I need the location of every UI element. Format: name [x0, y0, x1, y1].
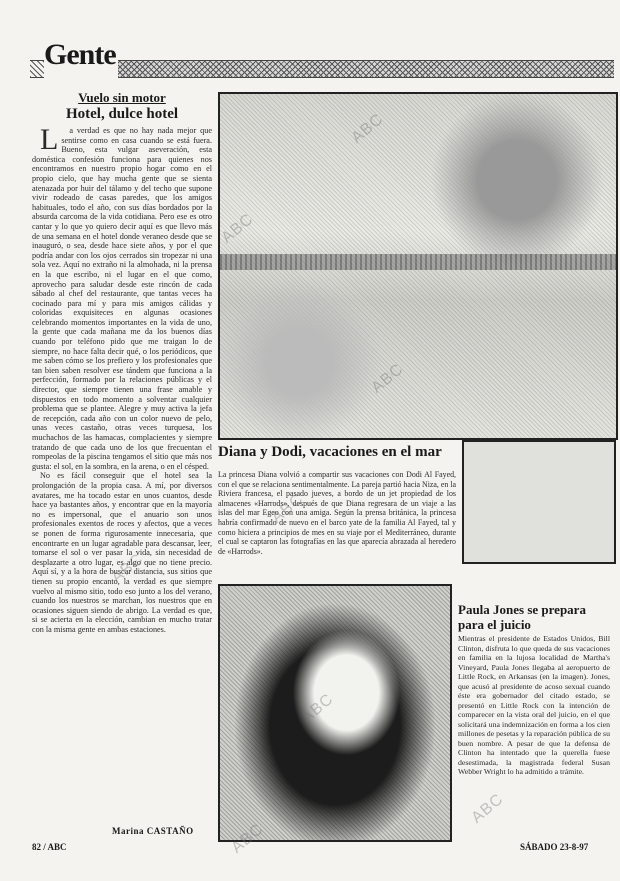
article3-body: Mientras el presidente de Estados Unidos, Bill Clinton, disfruta lo que queda de sus vacaciones en familia en la lujosa localidad de Martha's Vineyard, Paula Jones llegaba al aeropuerto de Little Rock, en Arkansas (en la imagen). Jones, que acusó al presidente de acoso sexual cuando éste era gobernador del citado estado, se presentó en Little Rock con la intención de comparecer en la vista oral del juicio, en el que solicitará una indemnización en forma a los cien millones de pesetas y la reparación pública de su buen nombre. A pesar de que la defensa de Clinton ha intentado que la querella fuese desestimada, la magistrada federal Susan Webber Wright lo ha admitido a trámite.: [458, 634, 610, 776]
photo-stripe: [220, 254, 616, 270]
article1-headline: Hotel, dulce hotel: [65, 106, 179, 122]
watermark: ABC: [468, 790, 507, 827]
watermark: ABC: [218, 210, 257, 247]
diana-dodi-photo: [218, 92, 618, 440]
article2-headline: Diana y Dodi, vacaciones en el mar: [218, 444, 442, 460]
watermark: ABC: [298, 690, 337, 727]
decorative-band-left: [30, 60, 44, 78]
section-title: Gente: [44, 38, 116, 71]
watermark: ABC: [348, 110, 387, 147]
watermark: ABC: [268, 490, 307, 527]
article1-paragraph-1: La verdad es que no hay nada mejor que sentirse como en casa cuando se está fuera. Bueno, esta vulgar aseveración, esta doméstica confesión funciona para quienes nos encontramos en nuestro propio hogar como en el propio cielo, que hay mucha gente que se sienta atenazada por huir del tálamo y del techo que supone vivir rodeado de casas paredes, que los amigos habituales, todo el año, con sus días bordados por la absurda carcoma de la vida cotidiana. Pero ese es otro cantar y lo que yo quiero decir aquí es que llevo más de una semana en el hotel donde veraneo desde que se inauguró, o sea, desde hace siete años, y por el que podría andar con los ojos cerrados sin tropezar ni una sola vez. Aquí no extraño ni la almohada, ni la prensa en la que escribo, ni el lugar en el que como, aprovecho para saludar desde este rincón de cada sábado al chef del restaurante, que tantas veces ha cocinado para mí y para mis amigos cálidas y coloridas exquisiteces en algunas ocasiones celebrando momentos importantes en la vida de uno, la gente que cada mañana me da los buenos días cuando por teléfono pido que me traigan lo de siempre, no hace falta decir qué, o los periódicos, que me saben cómo se los prefiero y los profesionales que tan bien saben resolver ese tándem que funciona a la perfección, formado por la relaciones públicas y el director, que siempre tienen una frase amable y dispuestos en todo momento a solventar cualquier problema que se plantee. Alegre y muy activa la jefa de recepción, cada año con un color nuevo de pelo, unas veces castaño, otras veces turquesa, los muchachos de las hamacas, complacientes y siempre tratando de que cada uno de los que frecuentan el rompeolas de la piscina tengamos el sitio que más nos gusta: el sol, en la sombra, en la arena, o en el césped.: [32, 126, 212, 471]
issue-date: SÁBADO 23-8-97: [520, 842, 589, 852]
watermark: ABC: [368, 360, 407, 397]
page-number: 82 / ABC: [32, 842, 67, 852]
watermark: ABC: [108, 550, 147, 587]
article3-headline: Paula Jones se prepara para el juicio: [458, 602, 586, 632]
article1-body: [32, 126, 212, 822]
article1-byline: Marina CASTAÑO: [112, 826, 194, 836]
article1-paragraph-2: No es fácil conseguir que el hotel sea la prolongación de la propia casa. A mí, por diversos avatares, me ha tocado estar en unos cuantos, desde hace ya bastantes años, y encontrar que en la mayoría no es impersonal, que el anuario son unos profesionales exentos de roces y afectos, que a veces se ponen de forma rigurosamente innecesaria, que encontrarte en un lugar agradable para descansar, leer, tomarse el sol o ver pasar la vida, sin necesidad de desplazarte a otro lugar, es algo que no tiene precio. Aquí sí, y a la hora de buscar distancia, sus sitios que tienen su propio encanto, la verdad es que siempre vuelvo al mismo sitio, todo eso junto a los del verano, cuando los nuestros se marchan, los nuestros que en ocasiones siguen siendo de abrigo. La verdad es que, si se acierta en la elección, cambian en mucho tratar con la misma gente en ambas estaciones.: [32, 471, 212, 634]
decorative-band: [118, 60, 614, 78]
article2-caption: La princesa Diana volvió a compartir sus vacaciones con Dodi Al Fayed, con el que se relaciona sentimentalmente. La pareja partió hacia Niza, en la Riviera francesa, el pasado jueves, a bordo de un jet propiedad de los almacenes «Harrods», después de que Diana regresara de un viaje a las islas del mar Egeo con una amiga. Según la prensa británica, la princesa habría confirmado de nuevo en el barco yate de la familia Al Fayed, tal y como hiciera a principios de mes en su viaje por el Mediterráneo, durante el cual se captaron las fotografías en las que aparecía abrazada al heredero de «Harrods».: [218, 470, 456, 556]
watermark: ABC: [228, 820, 267, 857]
paula-jones-photo: [218, 584, 452, 842]
article1-kicker: Vuelo sin motor: [78, 90, 166, 105]
diana-dodi-inset-photo: [462, 440, 616, 564]
